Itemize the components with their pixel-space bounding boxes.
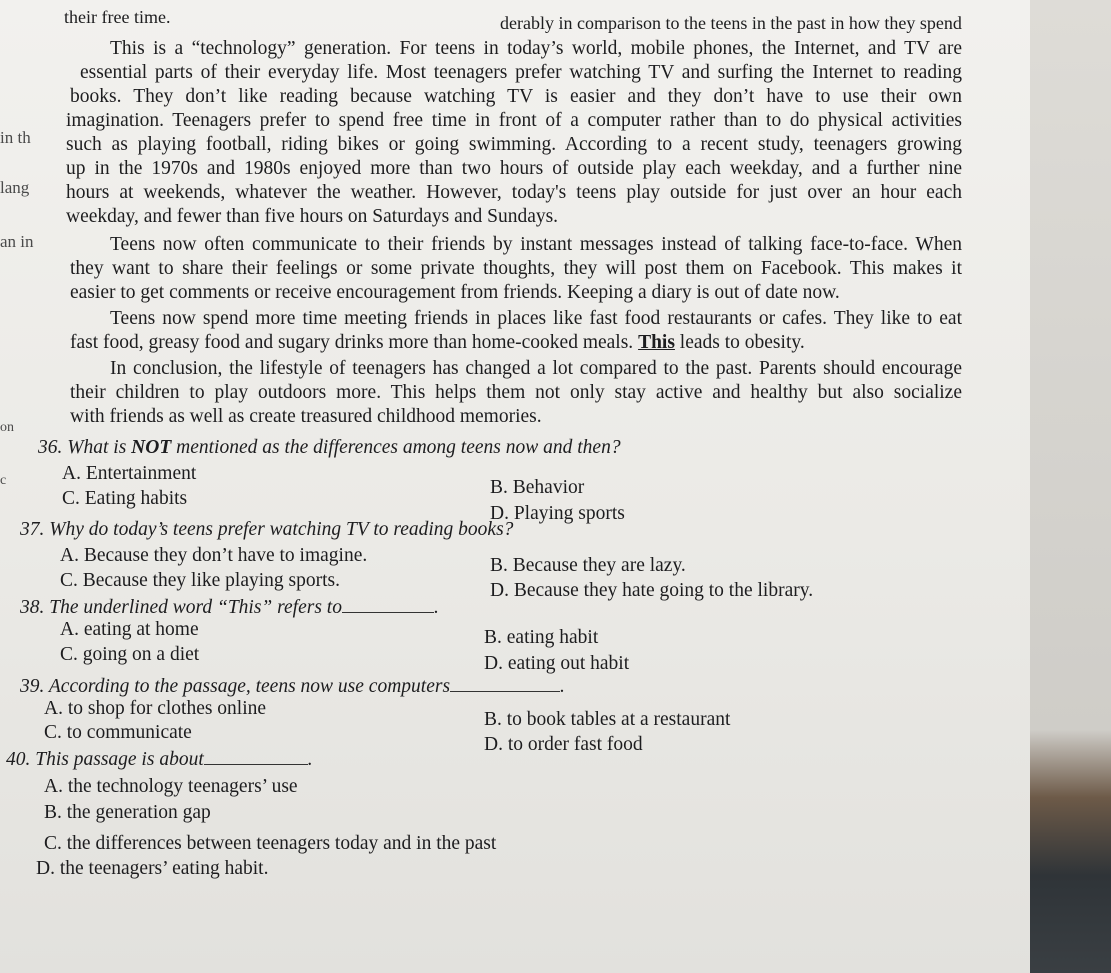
desk-background bbox=[1030, 0, 1111, 973]
underlined-word-this: This bbox=[638, 332, 675, 353]
option-39-a[interactable]: A. to shop for clothes online bbox=[44, 698, 267, 719]
option-40-b[interactable]: B. the generation gap bbox=[44, 802, 211, 823]
passage-line: up in the 1970s and 1980s enjoyed more than two hours of outside play each weekday, and a further nine bbox=[66, 158, 962, 179]
option-36-a[interactable]: A. Entertainment bbox=[62, 463, 197, 484]
option-39-b[interactable]: B. to book tables at a restaurant bbox=[484, 709, 731, 730]
emphasis-not: NOT bbox=[131, 437, 172, 458]
top-left-fragment: their free time. bbox=[64, 7, 171, 27]
margin-note: on bbox=[0, 420, 14, 435]
question-stem: 40. This passage is about bbox=[6, 749, 204, 770]
passage-line: they want to share their feelings or some private thoughts, they will post them on Facebook. This makes it bbox=[70, 258, 962, 279]
question-37: 37. Why do today’s teens prefer watching TV to reading books? bbox=[20, 519, 514, 540]
option-38-b[interactable]: B. eating habit bbox=[484, 627, 599, 648]
option-40-d[interactable]: D. the teenagers’ eating habit. bbox=[36, 858, 269, 879]
option-38-c[interactable]: C. going on a diet bbox=[60, 644, 200, 665]
passage-line: easier to get comments or receive encouragement from friends. Keeping a diary is out of date now. bbox=[70, 282, 840, 303]
passage-line: such as playing football, riding bikes or going swimming. According to a recent study, teenagers growing bbox=[66, 134, 962, 155]
question-stem: 38. The underlined word “This” refers to bbox=[20, 597, 342, 618]
passage-text: fast food, greasy food and sugary drinks more than home-cooked meals. bbox=[70, 332, 639, 353]
passage-line: books. They don’t like reading because watching TV is easier and they don’t have to use their own bbox=[70, 86, 962, 107]
option-40-c[interactable]: C. the differences between teenagers today and in the past bbox=[44, 833, 497, 854]
question-stem-end: . bbox=[433, 597, 439, 618]
margin-note: in th bbox=[0, 128, 31, 147]
passage-line: with friends as well as create treasured childhood memories. bbox=[70, 406, 542, 427]
passage-line: imagination. Teenagers prefer to spend free time in front of a computer rather than to do physical activities bbox=[66, 110, 962, 131]
option-38-a[interactable]: A. eating at home bbox=[60, 619, 199, 640]
passage-text: leads to obesity. bbox=[674, 332, 805, 353]
question-stem: 36. What is bbox=[38, 437, 132, 458]
question-39 bbox=[20, 675, 565, 698]
option-37-c[interactable]: C. Because they like playing sports. bbox=[60, 570, 340, 591]
top-right-fragment: derably in comparison to the teens in the past in how they spend bbox=[500, 13, 962, 33]
margin-note: lang bbox=[0, 178, 30, 197]
option-36-c[interactable]: C. Eating habits bbox=[62, 488, 188, 509]
passage-line: Teens now spend more time meeting friends in places like fast food restaurants or cafes. They like to eat bbox=[110, 308, 962, 329]
option-38-d[interactable]: D. eating out habit bbox=[484, 653, 630, 674]
passage-line: essential parts of their everyday life. Most teenagers prefer watching TV and surfing the Internet to reading bbox=[80, 62, 962, 83]
option-39-c[interactable]: C. to communicate bbox=[44, 722, 192, 743]
option-36-d[interactable]: D. Playing sports bbox=[490, 503, 625, 524]
passage-line: their children to play outdoors more. This helps them not only stay active and healthy but also socialize bbox=[70, 382, 962, 403]
passage-line: In conclusion, the lifestyle of teenagers has changed a lot compared to the past. Parents should encourage bbox=[110, 358, 962, 379]
passage-line: hours at weekends, whatever the weather. However, today's teens play outside for just over an hour each bbox=[66, 182, 962, 203]
option-37-d[interactable]: D. Because they hate going to the library. bbox=[490, 580, 814, 601]
passage-line: weekday, and fewer than five hours on Saturdays and Sundays. bbox=[66, 206, 559, 227]
passage-line: This is a “technology” generation. For teens in today’s world, mobile phones, the Internet, and TV are bbox=[110, 38, 962, 59]
question-stem: 39. According to the passage, teens now use computers bbox=[20, 676, 451, 697]
margin-note: an in bbox=[0, 232, 34, 251]
passage-line bbox=[70, 332, 805, 354]
question-40 bbox=[6, 748, 313, 771]
answer-blank[interactable] bbox=[342, 596, 434, 613]
question-38 bbox=[20, 596, 439, 619]
margin-note: c bbox=[0, 473, 7, 488]
option-36-b[interactable]: B. Behavior bbox=[490, 477, 585, 498]
option-37-b[interactable]: B. Because they are lazy. bbox=[490, 555, 686, 576]
question-stem: mentioned as the differences among teens now and then? bbox=[171, 437, 621, 458]
passage-line: Teens now often communicate to their friends by instant messages instead of talking face-to-face. When bbox=[110, 234, 962, 255]
option-37-a[interactable]: A. Because they don’t have to imagine. bbox=[60, 545, 368, 566]
answer-blank[interactable] bbox=[450, 675, 560, 692]
option-39-d[interactable]: D. to order fast food bbox=[484, 734, 643, 755]
answer-blank[interactable] bbox=[204, 748, 308, 765]
question-36 bbox=[38, 437, 621, 459]
question-stem-end: . bbox=[307, 749, 313, 770]
question-stem-end: . bbox=[560, 676, 565, 697]
option-40-a[interactable]: A. the technology teenagers’ use bbox=[44, 776, 298, 797]
